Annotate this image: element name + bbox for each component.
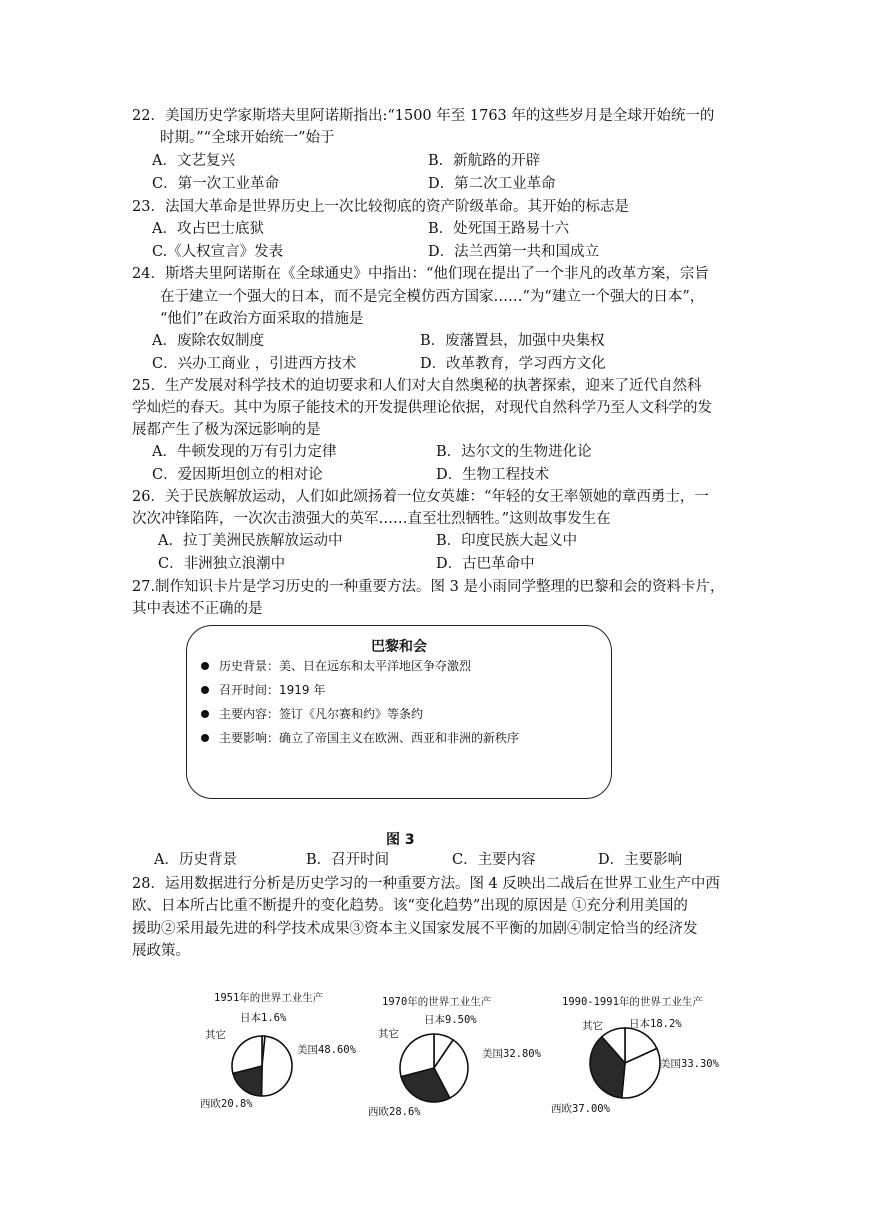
q27-option-d: D．主要影响 <box>598 852 683 868</box>
q23-line1: 23．法国大革命是世界历史上一次比较彻底的资产阶级革命。其开始的标志是 <box>132 199 629 215</box>
q22-option-c: C．第一次工业革命 <box>152 176 280 192</box>
q24-option-d: D．改革教育，学习西方文化 <box>420 356 606 372</box>
pie-1970-label-japan: 日本9.50% <box>424 1014 477 1026</box>
pie-1970-label-west-europe: 西欧28.6% <box>368 1106 421 1118</box>
q23-option-b: B．处死国王路易十六 <box>428 221 570 237</box>
figure-label: 图 3 <box>386 832 415 848</box>
q26-option-c: C．非洲独立浪潮中 <box>158 556 286 572</box>
q24-line3: “他们”在政治方面采取的措施是 <box>160 311 364 327</box>
q26-line2: 次次冲锋陷阵，一次次击溃强大的英军……直至壮烈牺牲。”这则故事发生在 <box>132 511 611 527</box>
q28-line3: 援助②采用最先进的科学技术成果③资本主义国家发展不平衡的加剧④制定恰当的经济发 <box>132 921 698 937</box>
pie-1951-label-japan: 日本1.6% <box>240 1012 287 1024</box>
q22-option-a: A．文艺复兴 <box>152 153 235 169</box>
q26-option-a: A．拉丁美洲民族解放运动中 <box>158 533 343 549</box>
q23-option-d: D．法兰西第一共和国成立 <box>428 244 600 260</box>
card-item-time: 召开时间：1919 年 <box>201 682 325 698</box>
bullet-icon <box>201 734 209 742</box>
pie-slice-other <box>232 1036 262 1073</box>
pie-slice-usa <box>262 1036 292 1096</box>
pie-1951-label-west-europe: 西欧20.8% <box>200 1098 253 1110</box>
q28-line2: 欧、日本所占比重不断提升的变化趋势。该“变化趋势”出现的原因是 ①充分利用美国的 <box>132 898 688 914</box>
q23-option-a: A．攻占巴士底狱 <box>152 221 264 237</box>
q26-line1: 26．关于民族解放运动，人们如此颂扬着一位女英雄：“年轻的女王率领她的章西勇士，一 <box>132 489 709 505</box>
q27-option-a: A．历史背景 <box>154 852 237 868</box>
pie-1970-label-usa: 美国32.80% <box>482 1048 541 1060</box>
bullet-icon <box>201 710 209 718</box>
q27-option-b: B．召开时间 <box>306 852 390 868</box>
q22-line1: 22．美国历史学家斯塔夫里阿诺斯指出:“1500 年至 1763 年的这些岁月是全球开始统一的 <box>132 108 715 124</box>
card-item-impact: 主要影响：确立了帝国主义在欧洲、西亚和非洲的新秩序 <box>201 730 519 746</box>
bullet-icon <box>201 686 209 694</box>
pie-1951-label-other: 其它 <box>205 1029 226 1041</box>
pie-1990-label-west-europe: 西欧37.00% <box>551 1103 610 1115</box>
q26-option-d: D．古巴革命中 <box>436 556 535 572</box>
pie-1990-label-other: 其它 <box>582 1020 603 1032</box>
q25-line3: 展都产生了极为深远影响的是 <box>132 422 321 438</box>
pie-chart-1951 <box>230 1030 294 1102</box>
pie-1990-title: 1990-1991年的世界工业生产 <box>562 996 703 1008</box>
q25-line2: 学灿烂的春天。其中为原子能技术的开发提供理论依据，对现代自然科学乃至人文科学的发 <box>132 400 712 416</box>
q24-option-c: C．兴办工商业 ，引进西方技术 <box>152 356 357 372</box>
q25-line1: 25．生产发展对科学技术的迫切要求和人们对大自然奥秘的执著探索，迎来了近代自然科 <box>132 378 702 394</box>
q23-option-c: C.《人权宣言》发表 <box>152 244 284 260</box>
q28-line1: 28．运用数据进行分析是历史学习的一种重要方法。图 4 反映出二战后在世界工业生产中西 <box>132 876 720 892</box>
knowledge-card <box>186 625 612 799</box>
pie-chart-1970 <box>398 1032 470 1104</box>
card-item-background: 历史背景：美、日在远东和太平洋地区争夺激烈 <box>201 658 471 674</box>
bullet-icon <box>201 662 209 670</box>
card-title: 巴黎和会 <box>371 639 427 655</box>
pie-1951-label-usa: 美国48.60% <box>297 1044 356 1056</box>
q25-option-a: A．牛顿发现的万有引力定律 <box>152 444 337 460</box>
q27-line1: 27.制作知识卡片是学习历史的一种重要方法。图 3 是小雨同学整理的巴黎和会的资料卡片， <box>132 579 725 595</box>
q25-option-c: C．爱因斯坦创立的相对论 <box>152 467 323 483</box>
pie-1990-label-usa: 美国33.30% <box>660 1058 719 1070</box>
q24-line1: 24．斯塔夫里阿诺斯在《全球通史》中指出：“他们现在提出了一个非凡的改革方案，宗旨 <box>132 266 709 282</box>
q22-option-d: D．第二次工业革命 <box>428 176 556 192</box>
q25-option-d: D．生物工程技术 <box>436 467 550 483</box>
q24-option-a: A．废除农奴制度 <box>152 333 264 349</box>
card-item-content: 主要内容：签订《凡尔赛和约》等条约 <box>201 706 423 722</box>
q22-option-b: B．新航路的开辟 <box>428 153 541 169</box>
q27-option-c: C．主要内容 <box>452 852 536 868</box>
q28-line4: 展政策。 <box>132 943 190 959</box>
q24-option-b: B．废藩置县，加强中央集权 <box>420 333 605 349</box>
pie-chart-1990 <box>588 1026 662 1100</box>
pie-1970-label-other: 其它 <box>378 1028 399 1040</box>
pie-1951-title: 1951年的世界工业生产 <box>214 992 324 1004</box>
q27-line2: 其中表述不正确的是 <box>132 601 263 617</box>
pie-1970-title: 1970年的世界工业生产 <box>382 996 492 1008</box>
pie-1990-label-japan: 日本18.2% <box>629 1018 682 1030</box>
q24-line2: 在于建立一个强大的日本，而不是完全模仿西方国家……”为“建立一个强大的日本”， <box>160 289 705 305</box>
q26-option-b: B．印度民族大起义中 <box>436 533 578 549</box>
q22-line2: 时期。”“全球开始统一”始于 <box>160 130 335 146</box>
q25-option-b: B．达尔文的生物进化论 <box>436 444 592 460</box>
